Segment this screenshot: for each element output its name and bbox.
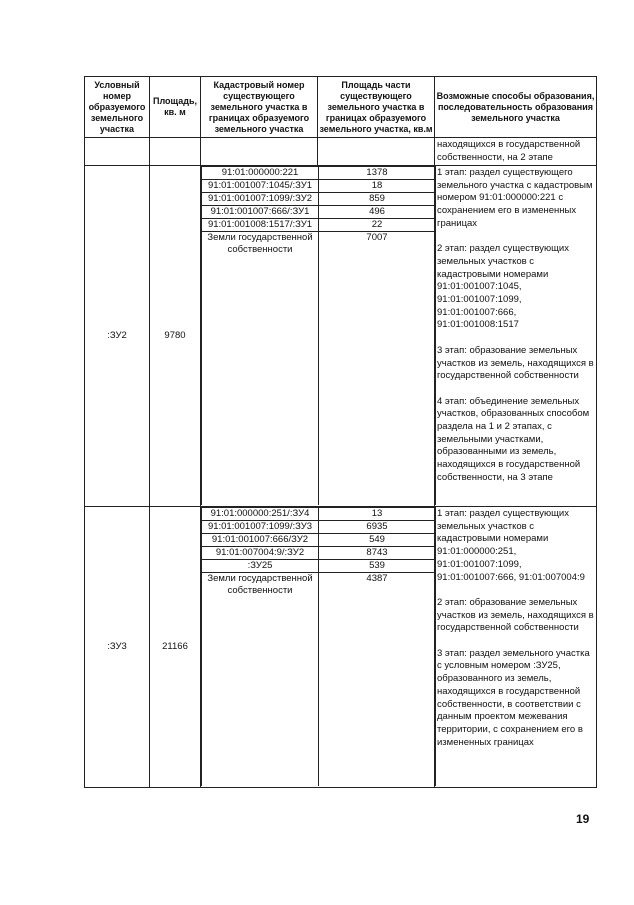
state-land-label: Земли государственной собственности — [202, 573, 319, 787]
continuation-text: находящихся в государственной собственности, на 2 этапе — [435, 138, 597, 166]
part-cadastral-number: :ЗУ25 — [202, 560, 319, 573]
state-land-label: Земли государственной собственности — [202, 232, 319, 506]
part-row — [202, 193, 436, 206]
step-text: 2 этап: образование земельных участков из земель, находящихся в государственной собственности — [437, 596, 594, 634]
plot-area: 9780 — [150, 166, 201, 507]
header-plot-id: Условный номер образуемого земельного участка — [85, 77, 150, 138]
part-row — [202, 534, 436, 547]
part-cadastral-number: 91:01:000000:221 — [202, 167, 319, 180]
plot-id: :ЗУ2 — [85, 166, 150, 507]
part-area: 8743 — [319, 547, 436, 560]
part-cadastral-number: 91:01:001007:666/ЗУ2 — [202, 534, 319, 547]
table-row — [85, 166, 597, 507]
state-land-row — [202, 573, 436, 787]
step-text: 2 этап: раздел существующих земельных участков с кадастровыми номерами 91:01:001007:1045, 91:01:001007:1099, 91:01:001007:666, 91:01:001008:1517 — [437, 243, 569, 331]
part-area: 539 — [319, 560, 436, 573]
part-row — [202, 167, 436, 180]
part-area: 13 — [319, 508, 436, 521]
step-text: 1 этап: раздел существующего земельного участка с кадастровым номером 91:01:000000:221 с сохранением его в измененных границах — [437, 167, 593, 229]
part-area: 18 — [319, 180, 436, 193]
step-text: 3 этап: образование земельных участков из земель, находящихся в государственной собственности — [437, 344, 594, 382]
step-text: 3 этап: раздел земельного участка с условным номером :ЗУ25, образованного из земель, находящихся в государственной собственности, в соответствии с данным проектом межевания территории, с сохранением его в измененных границах — [437, 647, 590, 748]
land-plots-table — [84, 76, 597, 788]
step-text: 1 этап: раздел существующих земельных участков с кадастровыми номерами 91:01:000000:251, 91:01:001007:1099, 91:01:001007:666, 91:01:007004:9 — [437, 508, 585, 583]
part-cadastral-number: 91:01:001007:1099/:ЗУ3 — [202, 521, 319, 534]
parts-list — [201, 166, 436, 505]
part-cadastral-number: 91:01:000000:251/:ЗУ4 — [202, 508, 319, 521]
formation-steps — [435, 507, 597, 788]
state-land-area: 4387 — [319, 573, 436, 787]
part-row — [202, 508, 436, 521]
page-number: 19 — [576, 812, 590, 826]
part-row — [202, 180, 436, 193]
step-text: 4 этап: объединение земельных участков, образованных способом раздела на 1 и 2 этапах, с земельными участками, образованными из земель, находящихся в государственной собственности, на 3 этапе — [437, 395, 590, 483]
part-area: 549 — [319, 534, 436, 547]
part-cadastral-number: 91:01:001007:666/:ЗУ1 — [202, 206, 319, 219]
header-area: Площадь, кв. м — [150, 77, 201, 138]
parts-cell — [201, 507, 435, 788]
parts-cell — [201, 166, 435, 507]
part-area: 496 — [319, 206, 436, 219]
part-area: 859 — [319, 193, 436, 206]
part-area: 22 — [319, 219, 436, 232]
part-cadastral-number: 91:01:001008:1517/:ЗУ1 — [202, 219, 319, 232]
part-area: 1378 — [319, 167, 436, 180]
header-part-area: Площадь части существующего земельного участка в границах образуемого земельного участка, кв.м — [318, 77, 435, 138]
part-row — [202, 547, 436, 560]
header-formation-methods: Возможные способы образования, последовательность образования земельного участка — [435, 77, 597, 138]
table-row — [85, 507, 597, 788]
part-row — [202, 521, 436, 534]
table-header-row — [85, 77, 597, 138]
header-cadastral-number: Кадастровый номер существующего земельного участка в границах образуемого земельного участка — [201, 77, 318, 138]
part-cadastral-number: 91:01:007004:9/:ЗУ2 — [202, 547, 319, 560]
plot-area: 21166 — [150, 507, 201, 788]
continuation-row — [85, 138, 597, 166]
formation-steps — [435, 166, 597, 507]
part-cadastral-number: 91:01:001007:1099/:ЗУ2 — [202, 193, 319, 206]
part-cadastral-number: 91:01:001007:1045/:ЗУ1 — [202, 180, 319, 193]
part-row — [202, 206, 436, 219]
state-land-area: 7007 — [319, 232, 436, 506]
state-land-row — [202, 232, 436, 506]
part-row — [202, 219, 436, 232]
part-row — [202, 560, 436, 573]
part-area: 6935 — [319, 521, 436, 534]
plot-id: :ЗУ3 — [85, 507, 150, 788]
parts-list — [201, 507, 436, 786]
